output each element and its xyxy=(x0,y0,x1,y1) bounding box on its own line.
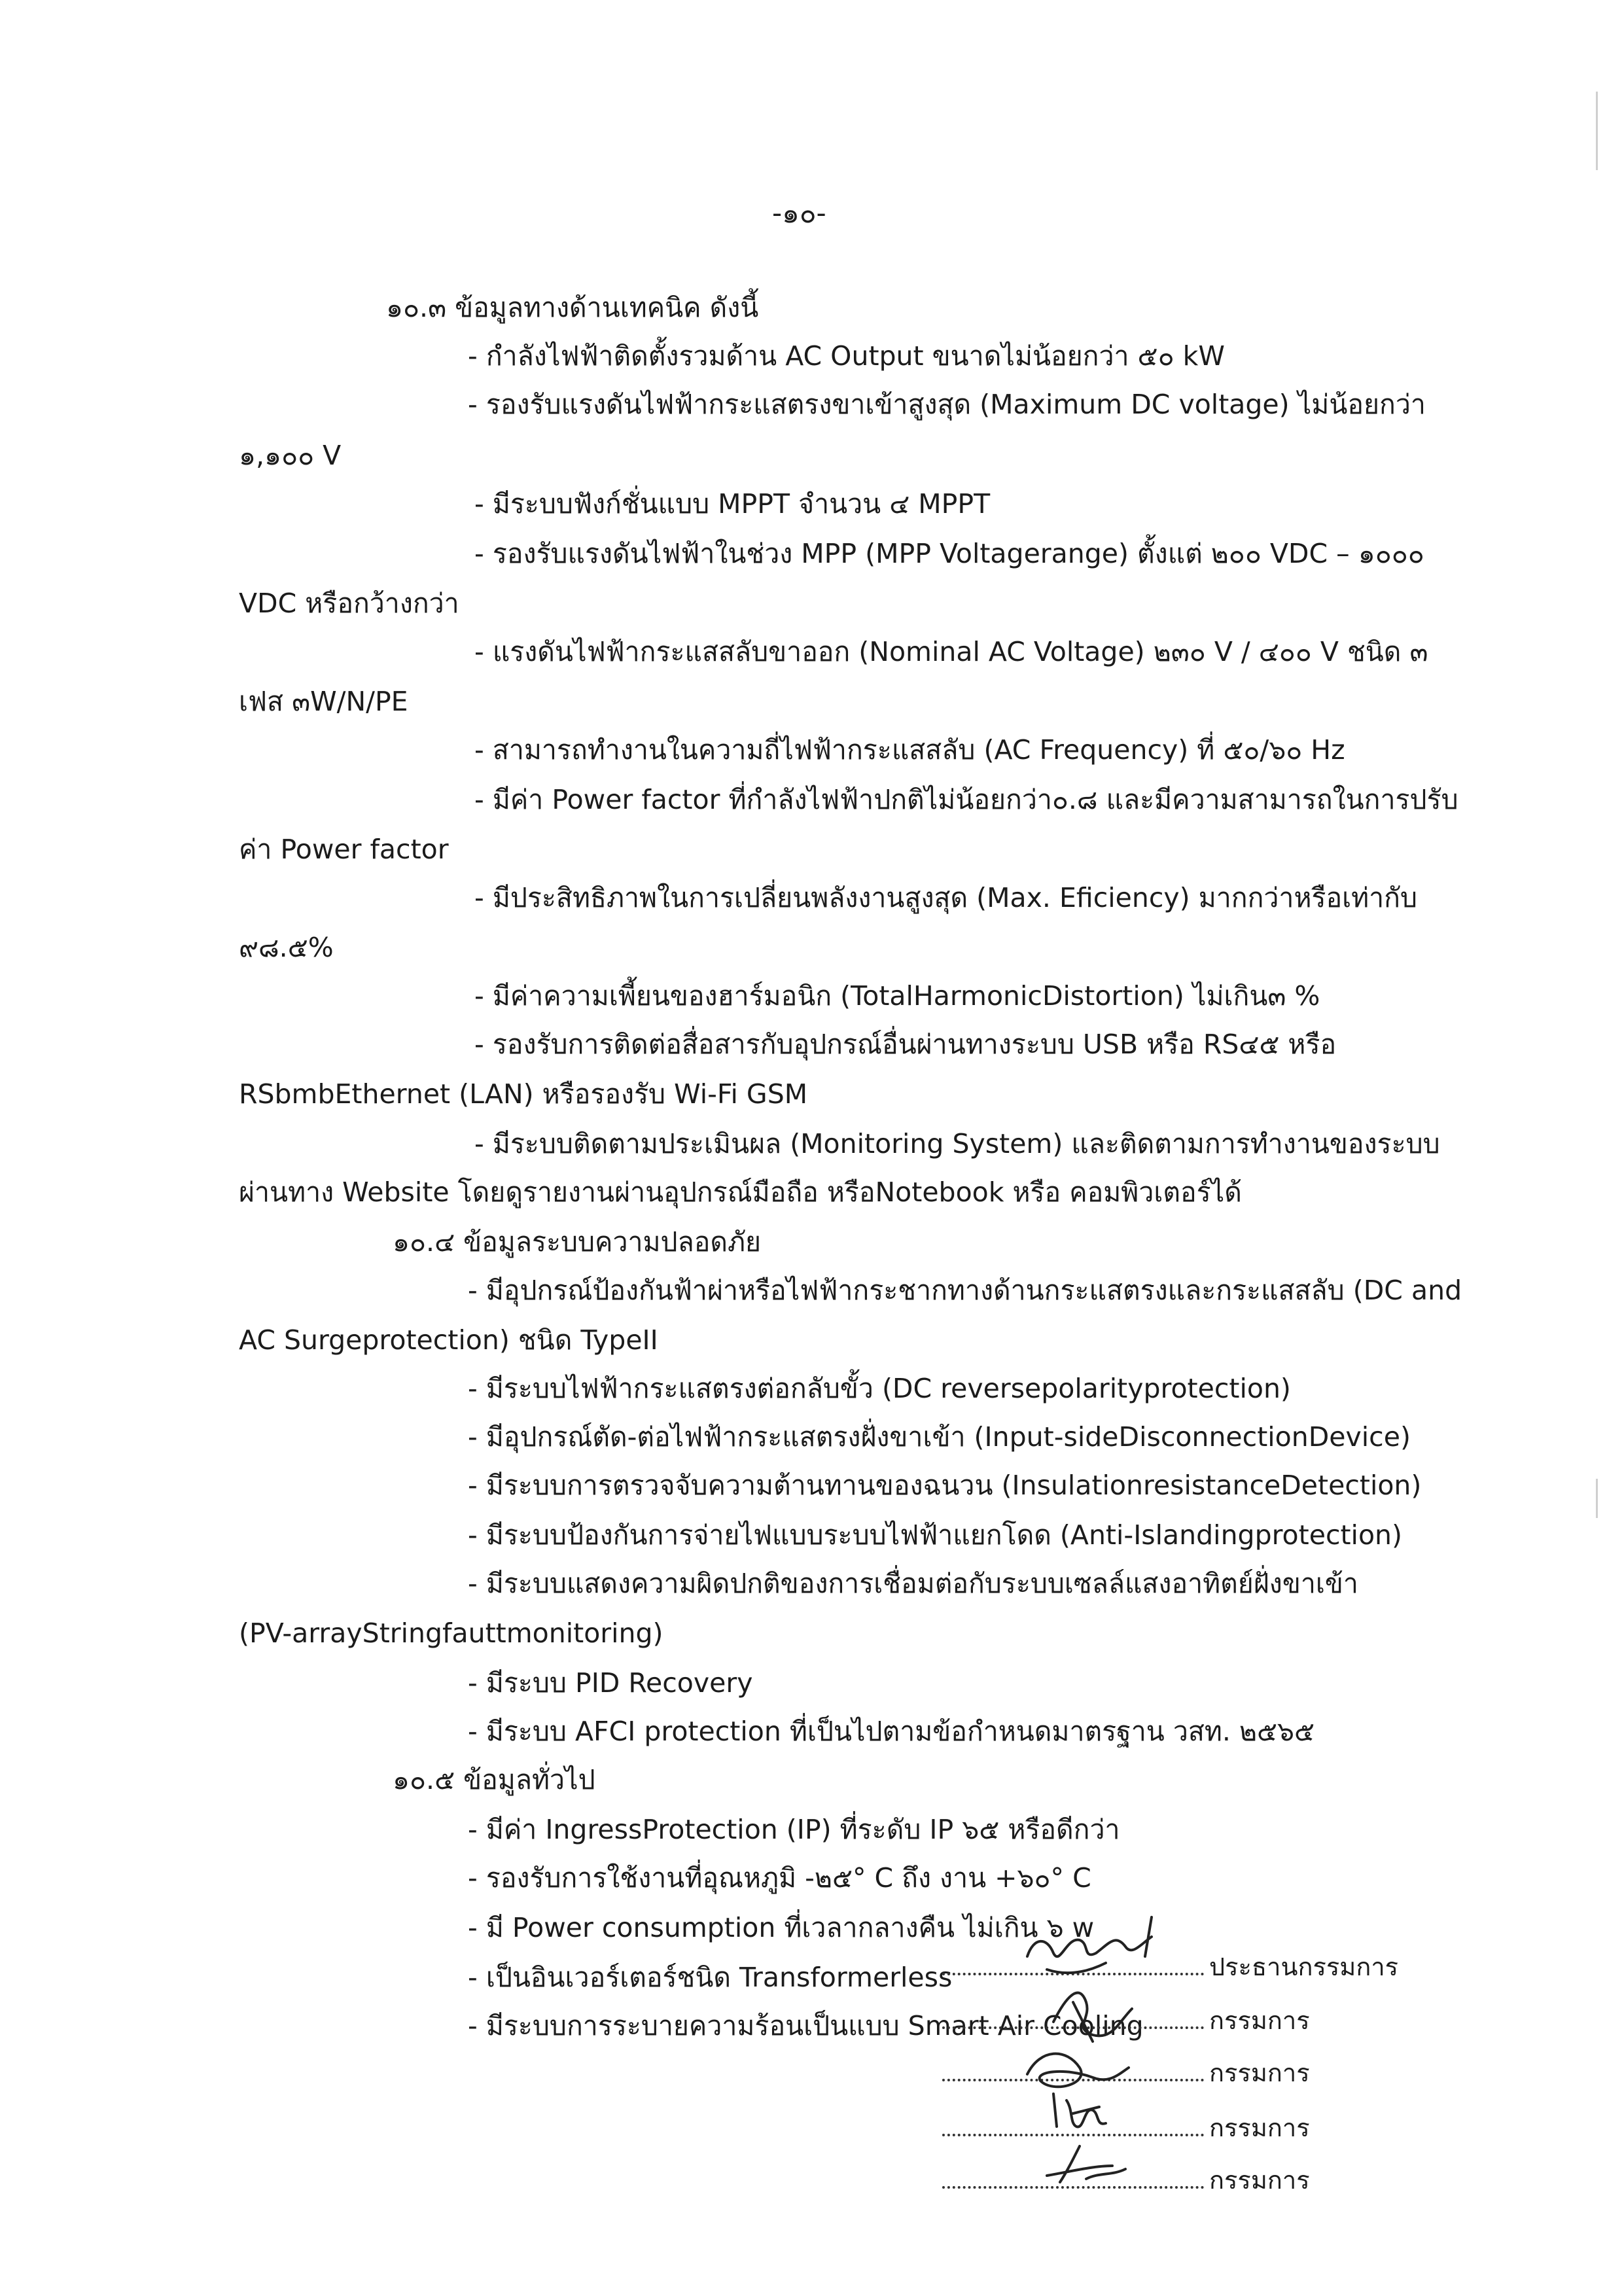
page-number: -๑๐- xyxy=(772,197,826,229)
dotted-line xyxy=(942,2164,1204,2189)
list-item-continuation: (PV-arrayStringfauttmonitoring) xyxy=(239,1617,663,1649)
list-item-continuation: ๙๘.๕% xyxy=(239,932,334,963)
list-item: - มีระบบ PID Recovery xyxy=(468,1667,753,1699)
signature-role: ประธานกรรมการ xyxy=(1209,1952,1399,1981)
signature-role: กรรมการ xyxy=(1209,2058,1310,2087)
list-item: - รองรับการติดต่อสื่อสารกับอุปกรณ์อื่นผ่านทางระบบ USB หรือ RS๔๕ หรือ xyxy=(474,1029,1337,1060)
section-heading-10-4: ๑๐.๔ ข้อมูลระบบความปลอดภัย xyxy=(393,1226,761,1258)
signature-line-member xyxy=(942,2163,1310,2197)
section-heading-10-5: ๑๐.๕ ข้อมูลทั่วไป xyxy=(393,1764,595,1795)
list-item: - มีประสิทธิภาพในการเปลี่ยนพลังงานสูงสุด (Max. Eficiency) มากกว่าหรือเท่ากับ xyxy=(474,882,1418,913)
list-item: - เป็นอินเวอร์เตอร์ชนิด Transformerless xyxy=(468,1962,953,1993)
list-item: - มีอุปกรณ์ป้องกันฟ้าผ่าหรือไฟฟ้ากระชากทางด้านกระแสตรงและกระแสสลับ (DC and xyxy=(468,1275,1462,1306)
list-item: - มีระบบแสดงความผิดปกติของการเชื่อมต่อกับระบบเซลล์แสงอาทิตย์ฝั่งขาเข้า xyxy=(468,1568,1358,1599)
list-item-continuation: AC Surgeprotection) ชนิด TypeII xyxy=(239,1324,658,1356)
dotted-line xyxy=(942,2004,1204,2029)
signature-line-chairman xyxy=(942,1950,1398,1984)
section-heading-10-3: ๑๐.๓ ข้อมูลทางด้านเทคนิค ดังนี้ xyxy=(386,292,759,323)
list-item: - กำลังไฟฟ้าติดตั้งรวมด้าน AC Output ขนาดไม่น้อยกว่า ๕๐ kW xyxy=(468,340,1225,372)
list-item-continuation: VDC หรือกว้างกว่า xyxy=(239,588,459,619)
signature-line-member xyxy=(942,2004,1310,2038)
list-item: - มีค่าความเพี้ยนของฮาร์มอนิก (TotalHarmonicDistortion) ไม่เกิน๓ % xyxy=(474,980,1320,1012)
list-item: - มี Power consumption ที่เวลากลางคืน ไม่เกิน ๖ w xyxy=(468,1912,1095,1943)
dotted-line xyxy=(942,2111,1204,2136)
list-item-continuation: ๑,๑๐๐ V xyxy=(239,440,342,471)
list-item: - มีอุปกรณ์ตัด-ต่อไฟฟ้ากระแสตรงฝั่งขาเข้า (Input-sideDisconnectionDevice) xyxy=(468,1421,1411,1453)
signature-role: กรรมการ xyxy=(1209,2166,1310,2195)
list-item: - มีระบบป้องกันการจ่ายไฟแบบระบบไฟฟ้าแยกโดด (Anti-Islandingprotection) xyxy=(468,1519,1403,1551)
list-item: - มีระบบการตรวจจับความต้านทานของฉนวน (InsulationresistanceDetection) xyxy=(468,1470,1422,1501)
list-item: - รองรับแรงดันไฟฟ้ากระแสตรงขาเข้าสูงสุด (Maximum DC voltage) ไม่น้อยกว่า xyxy=(468,389,1426,420)
list-item: - มีระบบติดตามประเมินผล (Monitoring System) และติดตามการทำงานของระบบ xyxy=(474,1128,1440,1159)
list-item: - มีระบบฟังก์ชั่นแบบ MPPT จำนวน ๔ MPPT xyxy=(474,488,991,520)
list-item: - มีระบบ AFCI protection ที่เป็นไปตามข้อกำหนดมาตรฐาน วสท. ๒๕๖๕ xyxy=(468,1716,1315,1747)
list-item-continuation: ค่า Power factor xyxy=(239,834,449,865)
list-item: - รองรับแรงดันไฟฟ้าในช่วง MPP (MPP Voltagerange) ตั้งแต่ ๒๐๐ VDC – ๑๐๐๐ xyxy=(474,538,1424,569)
signature-role: กรรมการ xyxy=(1209,2113,1310,2142)
scan-edge-mark xyxy=(1596,92,1598,170)
list-item: - มีค่า IngressProtection (IP) ที่ระดับ IP ๖๕ หรือดีกว่า xyxy=(468,1814,1120,1845)
signature-role: กรรมการ xyxy=(1209,2006,1310,2035)
list-item-continuation: เฟส ๓W/N/PE xyxy=(239,686,408,717)
signature-line-member xyxy=(942,2056,1310,2090)
list-item: - รองรับการใช้งานที่อุณหภูมิ -๒๕° C ถึง งาน +๖๐° C xyxy=(468,1862,1091,1894)
list-item-continuation: RSbmbEthernet (LAN) หรือรองรับ Wi-Fi GSM xyxy=(239,1078,808,1110)
scan-edge-mark xyxy=(1596,1479,1598,1518)
signature-line-member xyxy=(942,2111,1310,2145)
dotted-line xyxy=(942,1951,1204,1975)
list-item-continuation: ผ่านทาง Website โดยดูรายงานผ่านอุปกรณ์มือถือ หรือNotebook หรือ คอมพิวเตอร์ได้ xyxy=(239,1176,1242,1208)
list-item: - สามารถทำงานในความถี่ไฟฟ้ากระแสสลับ (AC Frequency) ที่ ๕๐/๖๐ Hz xyxy=(474,734,1345,766)
dotted-line xyxy=(942,2057,1204,2081)
list-item: - แรงดันไฟฟ้ากระแสสลับขาออก (Nominal AC Voltage) ๒๓๐ V / ๔๐๐ V ชนิด ๓ xyxy=(474,636,1428,667)
list-item: - มีระบบไฟฟ้ากระแสตรงต่อกลับขั้ว (DC reversepolarityprotection) xyxy=(468,1373,1291,1404)
list-item: - มีระบบการระบายความร้อนเป็นแบบ Smart Air Cooling xyxy=(468,2010,1144,2041)
list-item: - มีค่า Power factor ที่กำลังไฟฟ้าปกติไม่น้อยกว่า๐.๘ และมีความสามารถในการปรับ xyxy=(474,784,1458,815)
